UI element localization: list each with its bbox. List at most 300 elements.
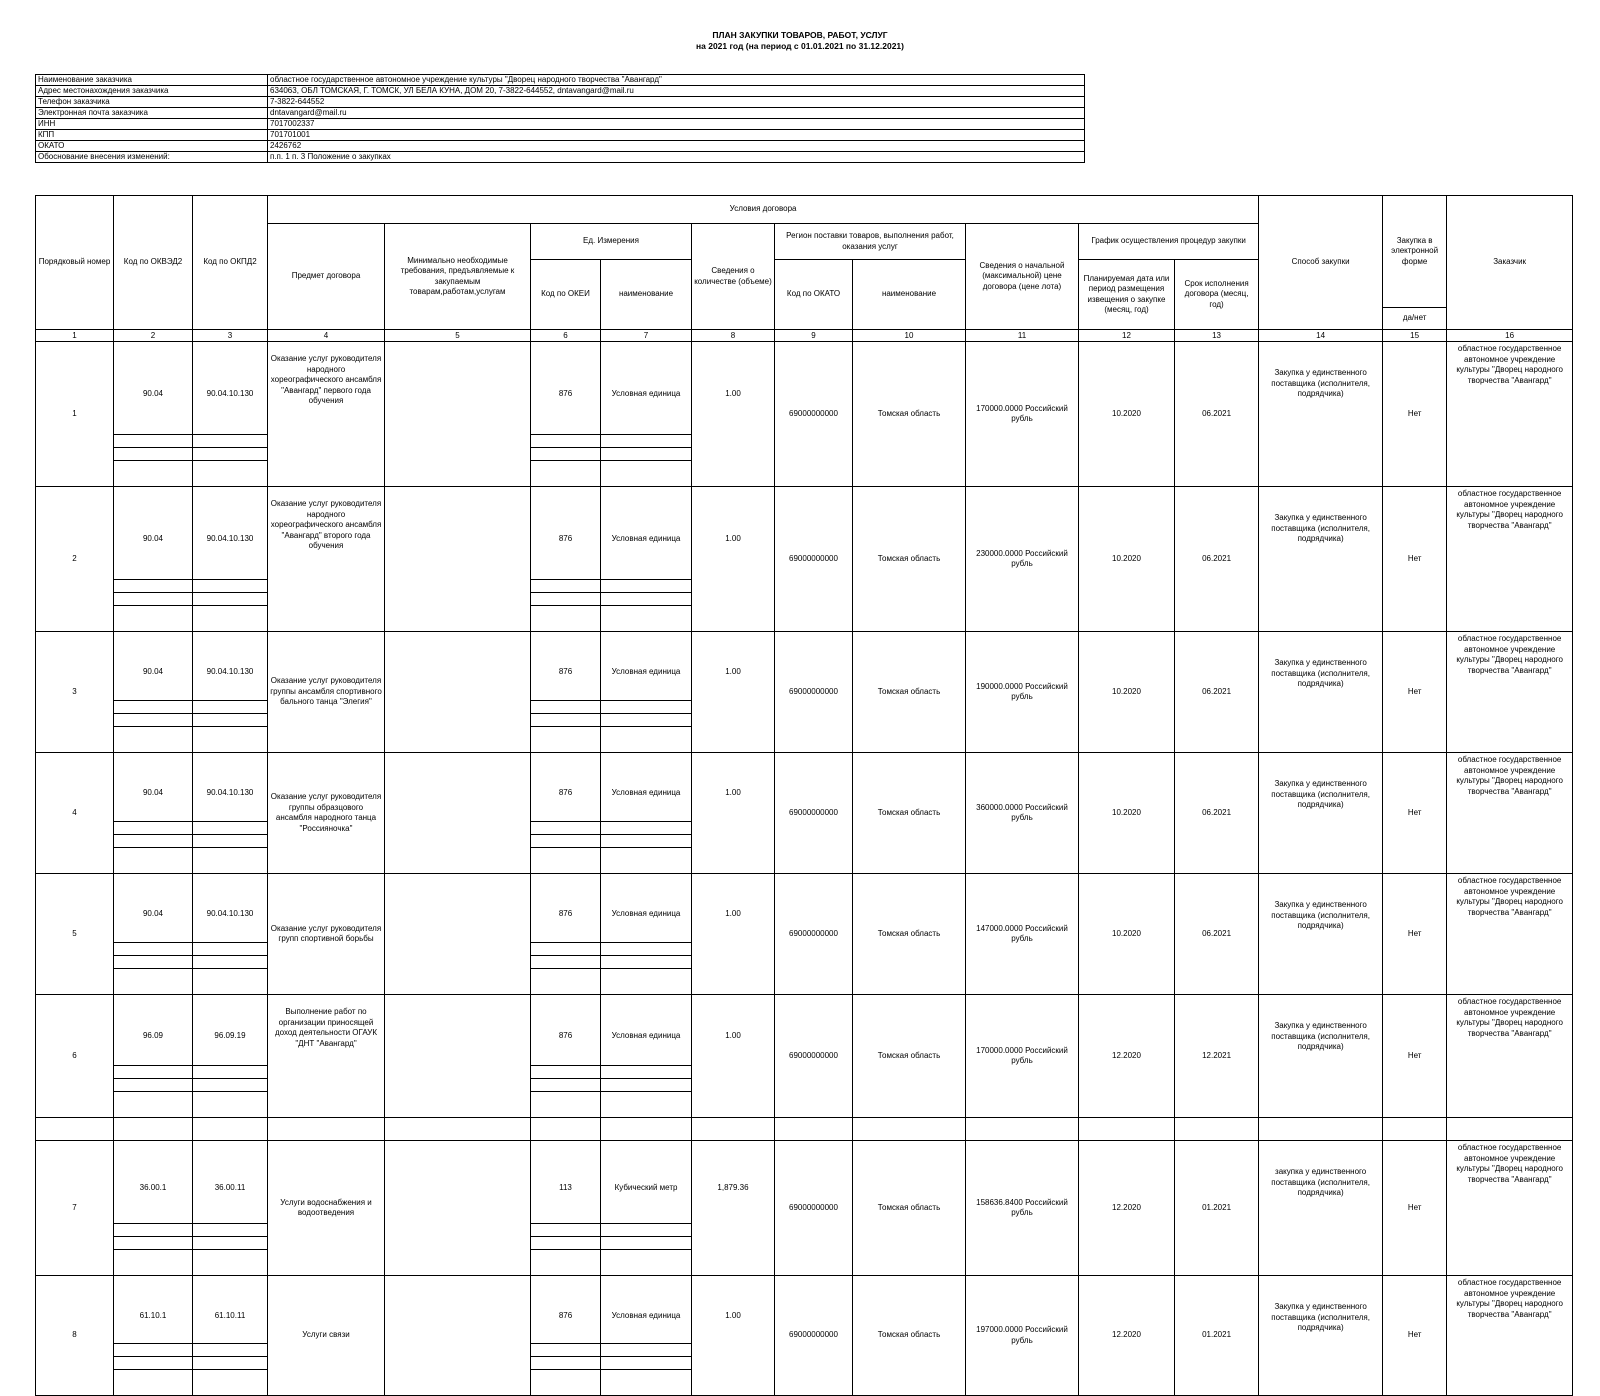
sub-cell bbox=[193, 1356, 267, 1369]
plan-row bbox=[36, 487, 1573, 632]
column-number: 1 bbox=[36, 330, 114, 342]
sub-cell bbox=[531, 821, 600, 834]
customer-info-table bbox=[35, 74, 1085, 163]
requirements bbox=[385, 342, 531, 487]
procurement-method: Закупка у единственного поставщика (исполнителя, подрядчика) bbox=[1259, 487, 1383, 632]
sub-cell bbox=[531, 1369, 600, 1382]
plan-period: на 2021 год (на период с 01.01.2021 по 31.12.2021) bbox=[696, 41, 904, 51]
quantity-text: 1.00 bbox=[725, 667, 741, 677]
sub-cell bbox=[193, 942, 267, 955]
column-number: 7 bbox=[601, 330, 692, 342]
initial-price: 158636.8400 Российский рубль bbox=[966, 1141, 1079, 1276]
sub-cell bbox=[114, 592, 192, 605]
info-label: Адрес местонахождения заказчика bbox=[36, 86, 268, 97]
unit-name bbox=[601, 1141, 692, 1276]
region-name: Томская область bbox=[853, 632, 966, 753]
okpd-code bbox=[193, 753, 268, 874]
sub-cell bbox=[601, 1249, 691, 1262]
quantity-text: 1.00 bbox=[725, 389, 741, 399]
sub-cell bbox=[193, 1369, 267, 1382]
column-number: 5 bbox=[385, 330, 531, 342]
info-value: 7-3822-644552 bbox=[268, 97, 1085, 108]
plan-row bbox=[36, 874, 1573, 995]
sub-cell bbox=[601, 726, 691, 739]
okved-code-text: 90.04 bbox=[142, 534, 164, 544]
sub-cell bbox=[601, 1065, 691, 1078]
info-value: dntavangard@mail.ru bbox=[268, 108, 1085, 119]
header-region: Регион поставки товаров, выполнения работ, оказания услуг bbox=[775, 224, 966, 260]
row-number: 3 bbox=[36, 632, 114, 753]
sub-cell bbox=[601, 821, 691, 834]
initial-price: 360000.0000 Российский рубль bbox=[966, 753, 1079, 874]
sub-cell bbox=[193, 1249, 267, 1262]
electronic-form: Нет bbox=[1383, 342, 1447, 487]
sub-cell bbox=[531, 1091, 600, 1104]
sub-cell bbox=[114, 713, 192, 726]
plan-row bbox=[36, 1141, 1573, 1276]
sub-cell bbox=[193, 579, 267, 592]
quantity-text: 1.00 bbox=[725, 1031, 741, 1041]
unit-name bbox=[601, 995, 692, 1118]
column-number: 14 bbox=[1259, 330, 1383, 342]
row-number: 4 bbox=[36, 753, 114, 874]
sub-cell bbox=[193, 1343, 267, 1356]
region-name: Томская область bbox=[853, 1141, 966, 1276]
info-value: п.п. 1 п. 3 Положение о закупках bbox=[268, 152, 1085, 163]
requirements bbox=[385, 995, 531, 1118]
electronic-form: Нет bbox=[1383, 753, 1447, 874]
contract-term: 06.2021 bbox=[1175, 487, 1259, 632]
unit-name-text: Условная единица bbox=[611, 667, 681, 677]
sub-cell bbox=[531, 713, 600, 726]
sub-cell bbox=[114, 1249, 192, 1262]
unit-name-text: Условная единица bbox=[611, 389, 681, 399]
sub-cell bbox=[531, 834, 600, 847]
okato-code: 69000000000 bbox=[775, 632, 853, 753]
electronic-form: Нет bbox=[1383, 1141, 1447, 1276]
sub-cell bbox=[114, 605, 192, 618]
column-number: 15 bbox=[1383, 330, 1447, 342]
okved-code-text: 61.10.1 bbox=[139, 1310, 167, 1320]
initial-price: 197000.0000 Российский рубль bbox=[966, 1276, 1079, 1396]
quantity-text: 1,879.36 bbox=[717, 1183, 749, 1193]
okato-code: 69000000000 bbox=[775, 487, 853, 632]
empty-cell bbox=[853, 1118, 966, 1141]
okpd-code bbox=[193, 995, 268, 1118]
sub-cell bbox=[601, 592, 691, 605]
unit-name bbox=[601, 342, 692, 487]
quantity-text: 1.00 bbox=[725, 909, 741, 919]
sub-cell bbox=[114, 821, 192, 834]
okpd-code-text: 61.10.11 bbox=[214, 1310, 246, 1320]
contract-subject: Оказание услуг руководителя группы образцового ансамбля народного танца "Россияночка" bbox=[268, 753, 385, 874]
okved-code bbox=[114, 1276, 193, 1396]
column-number: 11 bbox=[966, 330, 1079, 342]
sub-cell bbox=[601, 700, 691, 713]
plan-row bbox=[36, 995, 1573, 1118]
requirements bbox=[385, 753, 531, 874]
requirements bbox=[385, 487, 531, 632]
column-number: 4 bbox=[268, 330, 385, 342]
region-name: Томская область bbox=[853, 995, 966, 1118]
sub-cell bbox=[601, 955, 691, 968]
region-name: Томская область bbox=[853, 342, 966, 487]
info-label: Электронная почта заказчика bbox=[36, 108, 268, 119]
okpd-code-text: 90.04.10.130 bbox=[206, 667, 254, 677]
row-number: 2 bbox=[36, 487, 114, 632]
quantity bbox=[692, 342, 775, 487]
sub-cell bbox=[114, 579, 192, 592]
sub-cell bbox=[601, 968, 691, 981]
header-subject: Предмет договора bbox=[268, 224, 385, 330]
sub-cell bbox=[531, 700, 600, 713]
contract-term: 06.2021 bbox=[1175, 632, 1259, 753]
info-label: Обоснование внесения изменений: bbox=[36, 152, 268, 163]
okved-code bbox=[114, 632, 193, 753]
unit-name bbox=[601, 1276, 692, 1396]
info-row bbox=[36, 141, 1085, 152]
empty-cell bbox=[966, 1118, 1079, 1141]
okato-code: 69000000000 bbox=[775, 1141, 853, 1276]
empty-cell bbox=[1079, 1118, 1175, 1141]
sub-cell bbox=[601, 460, 691, 473]
procurement-method: Закупка у единственного поставщика (исполнителя, подрядчика) bbox=[1259, 1276, 1383, 1396]
sub-cell bbox=[601, 1223, 691, 1236]
okei-code bbox=[531, 1141, 601, 1276]
unit-name bbox=[601, 753, 692, 874]
okved-code-text: 96.09 bbox=[142, 1031, 164, 1041]
procurement-plan-table bbox=[35, 195, 1573, 1396]
customer-name: областное государственное автономное учреждение культуры "Дворец народного творчества "Авангард" bbox=[1447, 342, 1573, 487]
planned-date: 10.2020 bbox=[1079, 487, 1175, 632]
sub-cell bbox=[531, 1065, 600, 1078]
sub-cell bbox=[531, 1078, 600, 1091]
planned-date: 10.2020 bbox=[1079, 874, 1175, 995]
sub-cell bbox=[114, 942, 192, 955]
customer-name: областное государственное автономное учреждение культуры "Дворец народного творчества "Авангард" bbox=[1447, 753, 1573, 874]
quantity bbox=[692, 753, 775, 874]
plan-row bbox=[36, 753, 1573, 874]
electronic-form: Нет bbox=[1383, 632, 1447, 753]
header-okei-code: Код по ОКЕИ bbox=[531, 260, 601, 330]
quantity bbox=[692, 1276, 775, 1396]
sub-cell bbox=[531, 1249, 600, 1262]
okato-code: 69000000000 bbox=[775, 753, 853, 874]
contract-subject: Оказание услуг руководителя народного хореографического ансамбля "Авангард" первого года обучения bbox=[268, 342, 385, 487]
planned-date: 10.2020 bbox=[1079, 632, 1175, 753]
procurement-method: Закупка у единственного поставщика (исполнителя, подрядчика) bbox=[1259, 995, 1383, 1118]
sub-cell bbox=[114, 834, 192, 847]
sub-cell bbox=[531, 579, 600, 592]
okpd-code-text: 90.04.10.130 bbox=[206, 788, 254, 798]
okato-code: 69000000000 bbox=[775, 1276, 853, 1396]
sub-cell bbox=[601, 942, 691, 955]
okei-code bbox=[531, 995, 601, 1118]
sub-cell bbox=[114, 955, 192, 968]
column-number: 9 bbox=[775, 330, 853, 342]
sub-cell bbox=[114, 726, 192, 739]
initial-price: 230000.0000 Российский рубль bbox=[966, 487, 1079, 632]
column-number-row bbox=[36, 330, 1573, 342]
sub-cell bbox=[601, 434, 691, 447]
quantity-text: 1.00 bbox=[725, 1310, 741, 1320]
unit-name-text: Условная единица bbox=[611, 534, 681, 544]
procurement-method: Закупка у единственного поставщика (исполнителя, подрядчика) bbox=[1259, 874, 1383, 995]
plan-row bbox=[36, 1276, 1573, 1396]
okpd-code bbox=[193, 874, 268, 995]
column-number: 3 bbox=[193, 330, 268, 342]
sub-cell bbox=[114, 434, 192, 447]
column-number: 2 bbox=[114, 330, 193, 342]
header-okato-code: Код по ОКАТО bbox=[775, 260, 853, 330]
sub-cell bbox=[531, 605, 600, 618]
quantity-text: 1.00 bbox=[725, 788, 741, 798]
initial-price: 170000.0000 Российский рубль bbox=[966, 342, 1079, 487]
contract-term: 06.2021 bbox=[1175, 874, 1259, 995]
okei-code bbox=[531, 342, 601, 487]
unit-name-text: Кубический метр bbox=[614, 1183, 678, 1193]
okved-code-text: 90.04 bbox=[142, 788, 164, 798]
row-number: 7 bbox=[36, 1141, 114, 1276]
header-region-name: наименование bbox=[853, 260, 966, 330]
okpd-code-text: 36.00.11 bbox=[214, 1183, 246, 1193]
planned-date: 12.2020 bbox=[1079, 1141, 1175, 1276]
requirements bbox=[385, 1276, 531, 1396]
customer-name: областное государственное автономное учреждение культуры "Дворец народного творчества "Авангард" bbox=[1447, 632, 1573, 753]
column-number: 6 bbox=[531, 330, 601, 342]
electronic-form: Нет bbox=[1383, 874, 1447, 995]
plan-row bbox=[36, 342, 1573, 487]
initial-price: 190000.0000 Российский рубль bbox=[966, 632, 1079, 753]
region-name: Томская область bbox=[853, 487, 966, 632]
header-initial-price: Сведения о начальной (максимальной) цене договора (цене лота) bbox=[966, 224, 1079, 330]
sub-cell bbox=[601, 579, 691, 592]
sub-cell bbox=[193, 1223, 267, 1236]
procurement-method: Закупка у единственного поставщика (исполнителя, подрядчика) bbox=[1259, 632, 1383, 753]
initial-price: 170000.0000 Российский рубль bbox=[966, 995, 1079, 1118]
okpd-code bbox=[193, 1141, 268, 1276]
sub-cell bbox=[601, 605, 691, 618]
okpd-code bbox=[193, 1276, 268, 1396]
row-number: 1 bbox=[36, 342, 114, 487]
header-okpd2: Код по ОКПД2 bbox=[193, 196, 268, 330]
row-number: 5 bbox=[36, 874, 114, 995]
sub-cell bbox=[193, 847, 267, 860]
sub-cell bbox=[193, 1078, 267, 1091]
separator-row bbox=[36, 1118, 1573, 1141]
planned-date: 12.2020 bbox=[1079, 1276, 1175, 1396]
sub-cell bbox=[114, 700, 192, 713]
unit-name bbox=[601, 632, 692, 753]
sub-cell bbox=[193, 700, 267, 713]
header-okved2: Код по ОКВЭД2 bbox=[114, 196, 193, 330]
info-value: 7017002337 bbox=[268, 119, 1085, 130]
row-number: 6 bbox=[36, 995, 114, 1118]
column-number: 12 bbox=[1079, 330, 1175, 342]
plan-title: ПЛАН ЗАКУПКИ ТОВАРОВ, РАБОТ, УСЛУГ bbox=[712, 30, 888, 40]
okpd-code-text: 90.04.10.130 bbox=[206, 534, 254, 544]
sub-cell bbox=[531, 1343, 600, 1356]
column-number: 10 bbox=[853, 330, 966, 342]
sub-cell bbox=[114, 1223, 192, 1236]
okpd-code-text: 96.09.19 bbox=[214, 1031, 246, 1041]
quantity bbox=[692, 874, 775, 995]
unit-name-text: Условная единица bbox=[611, 788, 681, 798]
sub-cell bbox=[531, 1236, 600, 1249]
sub-cell bbox=[601, 713, 691, 726]
info-row bbox=[36, 86, 1085, 97]
sub-cell bbox=[193, 955, 267, 968]
header-method: Способ закупки bbox=[1259, 196, 1383, 330]
column-number: 13 bbox=[1175, 330, 1259, 342]
info-value: 2426762 bbox=[268, 141, 1085, 152]
customer-name: областное государственное автономное учреждение культуры "Дворец народного творчества "Авангард" bbox=[1447, 1141, 1573, 1276]
sub-cell bbox=[601, 1343, 691, 1356]
sub-cell bbox=[601, 1091, 691, 1104]
sub-cell bbox=[193, 821, 267, 834]
initial-price: 147000.0000 Российский рубль bbox=[966, 874, 1079, 995]
empty-cell bbox=[531, 1118, 601, 1141]
electronic-form: Нет bbox=[1383, 995, 1447, 1118]
okei-code bbox=[531, 487, 601, 632]
empty-cell bbox=[601, 1118, 692, 1141]
customer-name: областное государственное автономное учреждение культуры "Дворец народного творчества "Авангард" bbox=[1447, 995, 1573, 1118]
electronic-form: Нет bbox=[1383, 487, 1447, 632]
header-unit: Ед. Измерения bbox=[531, 224, 692, 260]
empty-cell bbox=[1175, 1118, 1259, 1141]
sub-cell bbox=[601, 447, 691, 460]
sub-cell bbox=[114, 847, 192, 860]
okei-code-text: 876 bbox=[558, 1310, 573, 1320]
column-number: 16 bbox=[1447, 330, 1573, 342]
empty-cell bbox=[114, 1118, 193, 1141]
sub-cell bbox=[531, 447, 600, 460]
info-label: КПП bbox=[36, 130, 268, 141]
sub-cell bbox=[531, 1356, 600, 1369]
sub-cell bbox=[193, 834, 267, 847]
sub-cell bbox=[601, 1356, 691, 1369]
contract-term: 06.2021 bbox=[1175, 753, 1259, 874]
unit-name-text: Условная единица bbox=[611, 1310, 681, 1320]
okved-code-text: 90.04 bbox=[142, 389, 164, 399]
sub-cell bbox=[193, 713, 267, 726]
okpd-code-text: 90.04.10.130 bbox=[206, 909, 254, 919]
requirements bbox=[385, 874, 531, 995]
contract-subject: Услуги связи bbox=[268, 1276, 385, 1396]
info-label: ИНН bbox=[36, 119, 268, 130]
sub-cell bbox=[114, 1343, 192, 1356]
info-row bbox=[36, 108, 1085, 119]
okpd-code bbox=[193, 632, 268, 753]
okved-code bbox=[114, 487, 193, 632]
header-schedule: График осуществления процедур закупки bbox=[1079, 224, 1259, 260]
okei-code-text: 876 bbox=[558, 667, 573, 677]
okved-code bbox=[114, 995, 193, 1118]
quantity bbox=[692, 1141, 775, 1276]
header-quantity: Сведения о количестве (объеме) bbox=[692, 224, 775, 330]
sub-cell bbox=[531, 460, 600, 473]
sub-cell bbox=[601, 847, 691, 860]
header-order-number: Порядковый номер bbox=[36, 196, 114, 330]
contract-subject: Оказание услуг руководителя народного хореографического ансамбля "Авангард" второго года обучения bbox=[268, 487, 385, 632]
planned-date: 12.2020 bbox=[1079, 995, 1175, 1118]
column-number: 8 bbox=[692, 330, 775, 342]
customer-name: областное государственное автономное учреждение культуры "Дворец народного творчества "Авангард" bbox=[1447, 1276, 1573, 1396]
info-row bbox=[36, 152, 1085, 163]
okved-code bbox=[114, 753, 193, 874]
okei-code-text: 876 bbox=[558, 389, 573, 399]
header-term: Срок исполнения договора (месяц, год) bbox=[1175, 260, 1259, 330]
info-row bbox=[36, 130, 1085, 141]
empty-cell bbox=[193, 1118, 268, 1141]
sub-cell bbox=[531, 968, 600, 981]
header-unit-name: наименование bbox=[601, 260, 692, 330]
sub-cell bbox=[114, 1065, 192, 1078]
plan-row bbox=[36, 632, 1573, 753]
customer-name: областное государственное автономное учреждение культуры "Дворец народного творчества "Авангард" bbox=[1447, 487, 1573, 632]
contract-term: 12.2021 bbox=[1175, 995, 1259, 1118]
header-contract-conditions: Условия договора bbox=[268, 196, 1259, 224]
okei-code-text: 876 bbox=[558, 909, 573, 919]
info-value: 701701001 bbox=[268, 130, 1085, 141]
sub-cell bbox=[114, 447, 192, 460]
sub-cell bbox=[531, 942, 600, 955]
okato-code: 69000000000 bbox=[775, 342, 853, 487]
quantity bbox=[692, 632, 775, 753]
quantity bbox=[692, 487, 775, 632]
info-value: 634063, ОБЛ ТОМСКАЯ, Г. ТОМСК, УЛ БЕЛА КУНА, ДОМ 20, 7-3822-644552, dntavangard@mail.ru bbox=[268, 86, 1085, 97]
sub-cell bbox=[193, 592, 267, 605]
sub-cell bbox=[531, 1223, 600, 1236]
sub-cell bbox=[531, 955, 600, 968]
procurement-method: закупка у единственного поставщика (исполнителя, подрядчика) bbox=[1259, 1141, 1383, 1276]
document-title bbox=[0, 30, 1600, 52]
procurement-method: Закупка у единственного поставщика (исполнителя, подрядчика) bbox=[1259, 753, 1383, 874]
sub-cell bbox=[114, 1091, 192, 1104]
sub-cell bbox=[114, 968, 192, 981]
info-label: Телефон заказчика bbox=[36, 97, 268, 108]
quantity bbox=[692, 995, 775, 1118]
okved-code-text: 36.00.1 bbox=[139, 1183, 167, 1193]
okei-code-text: 876 bbox=[558, 534, 573, 544]
quantity-text: 1.00 bbox=[725, 534, 741, 544]
sub-cell bbox=[114, 460, 192, 473]
sub-cell bbox=[531, 434, 600, 447]
sub-cell bbox=[601, 834, 691, 847]
contract-subject: Услуги водоснабжения и водоотведения bbox=[268, 1141, 385, 1276]
okei-code-text: 876 bbox=[558, 1031, 573, 1041]
sub-cell bbox=[193, 434, 267, 447]
empty-cell bbox=[775, 1118, 853, 1141]
contract-term: 01.2021 bbox=[1175, 1141, 1259, 1276]
contract-subject: Выполнение работ по организации приносящей доход деятельности ОГАУК "ДНТ "Авангард" bbox=[268, 995, 385, 1118]
sub-cell bbox=[601, 1078, 691, 1091]
empty-cell bbox=[268, 1118, 385, 1141]
okved-code-text: 90.04 bbox=[142, 667, 164, 677]
okei-code bbox=[531, 1276, 601, 1396]
okved-code bbox=[114, 342, 193, 487]
sub-cell bbox=[601, 1236, 691, 1249]
contract-term: 01.2021 bbox=[1175, 1276, 1259, 1396]
info-label: ОКАТО bbox=[36, 141, 268, 152]
electronic-form: Нет bbox=[1383, 1276, 1447, 1396]
sub-cell bbox=[193, 726, 267, 739]
header-planned-date: Планируемая дата или период размещения извещения о закупке (месяц, год) bbox=[1079, 260, 1175, 330]
sub-cell bbox=[193, 1065, 267, 1078]
empty-cell bbox=[1447, 1118, 1573, 1141]
okpd-code-text: 90.04.10.130 bbox=[206, 389, 254, 399]
requirements bbox=[385, 1141, 531, 1276]
